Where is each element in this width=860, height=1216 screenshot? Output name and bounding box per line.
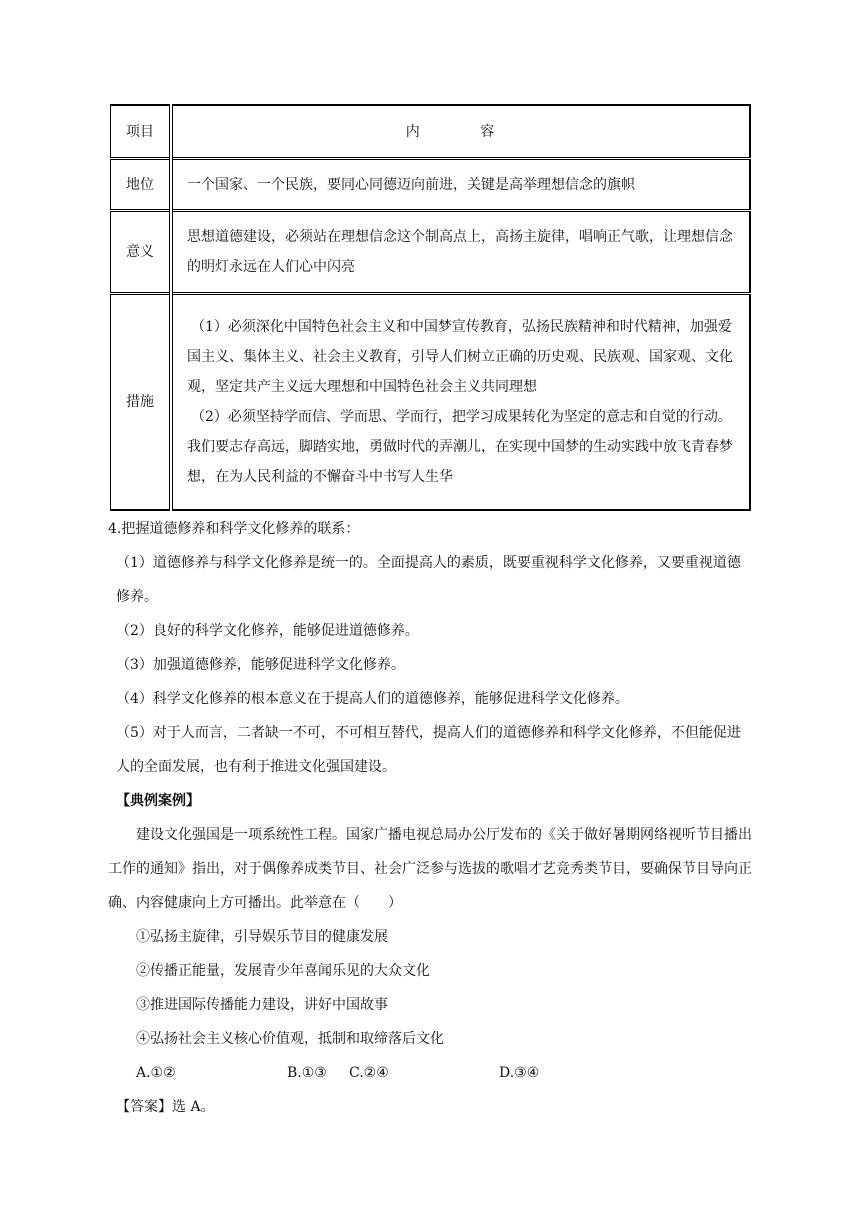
table-header-row [111,105,751,159]
section-heading: 4.把握道德修养和科学文化修养的联系： [108,521,360,537]
table-row [111,159,751,211]
content-table [110,104,751,511]
measure-point-1: （1）必须深化中国特色社会主义和中国梦宣传教育，弘扬民族精神和时代精神，加强爱国主义、集体主义、社会主义教育，引导人们树立正确的历史观、民族观、国家观、文化观，坚定共产主义远大理想和中国特色社会主义共同理想 [187,319,733,395]
option-a: A.①② [136,1065,176,1081]
option-b: B.①③ [287,1065,327,1081]
question-text: 建设文化强国是一项系统性工程。国家广播电视总局办公厅发布的《关于做好暑期网络视听节目播出工作的通知》指出，对于偶像养成类节目、社会广泛参与选拔的歌唱才艺竞秀类节目，要确保节目导向正确、内容健康向上方可播出。此举意在（ ） [108,827,752,911]
row-value-cell: 一个国家、一个民族，要同心同德迈向前进，关键是高举理想信念的旗帜 [171,159,750,211]
table-row [111,211,751,294]
list-item: （4）科学文化修养的根本意义在于提高人们的道德修养，能够促进科学文化修养。 [116,691,629,707]
statement-item: ④弘扬社会主义核心价值观，抵制和取缔落后文化 [136,1031,444,1047]
header-item-cell: 项目 [111,105,172,159]
option-c: C.②④ [349,1065,389,1081]
row-value-cell: 思想道德建设，必须站在理想信念这个制高点上，高扬主旋律，唱响正气歌，让理想信念的明灯永远在人们心中闪亮 [171,211,750,294]
row-key-cell: 意义 [111,211,172,294]
header-content-cell: 内 容 [171,105,750,159]
statement-item: ①弘扬主旋律，引导娱乐节目的健康发展 [136,929,388,945]
list-item: （2）良好的科学文化修养，能够促进道德修养。 [116,623,419,639]
row-value-cell [171,294,750,511]
statement-item: ②传播正能量，发展青少年喜闻乐见的大众文化 [136,963,430,979]
list-item: （5）对于人而言，二者缺一不可，不可相互替代，提高人们的道德修养和科学文化修养，不但能促进人的全面发展，也有利于推进文化强国建设。 [116,725,741,775]
answer-options [108,1056,753,1090]
statement-item: ③推进国际传播能力建设，讲好中国故事 [136,997,388,1013]
answer-text: 【答案】选 A。 [116,1099,215,1115]
example-heading: 【典例案例】 [116,793,200,809]
option-d: D.③④ [499,1065,540,1081]
measure-point-2: （2）必须坚持学而信、学而思、学而行，把学习成果转化为坚定的意志和自觉的行动。我们要志存高远，脚踏实地，勇做时代的弄潮儿，在实现中国梦的生动实践中放飞青春梦想，在为人民利益的不懈奋斗中书写人生华 [187,409,733,485]
list-item: （3）加强道德修养，能够促进科学文化修养。 [116,657,405,673]
table-row [111,294,751,511]
row-key-cell: 地位 [111,159,172,211]
list-item: （1）道德修养与科学文化修养是统一的。全面提高人的素质，既要重视科学文化修养，又要重视道德修养。 [116,555,741,605]
body-text [108,512,753,1124]
row-key-cell: 措施 [111,294,172,511]
